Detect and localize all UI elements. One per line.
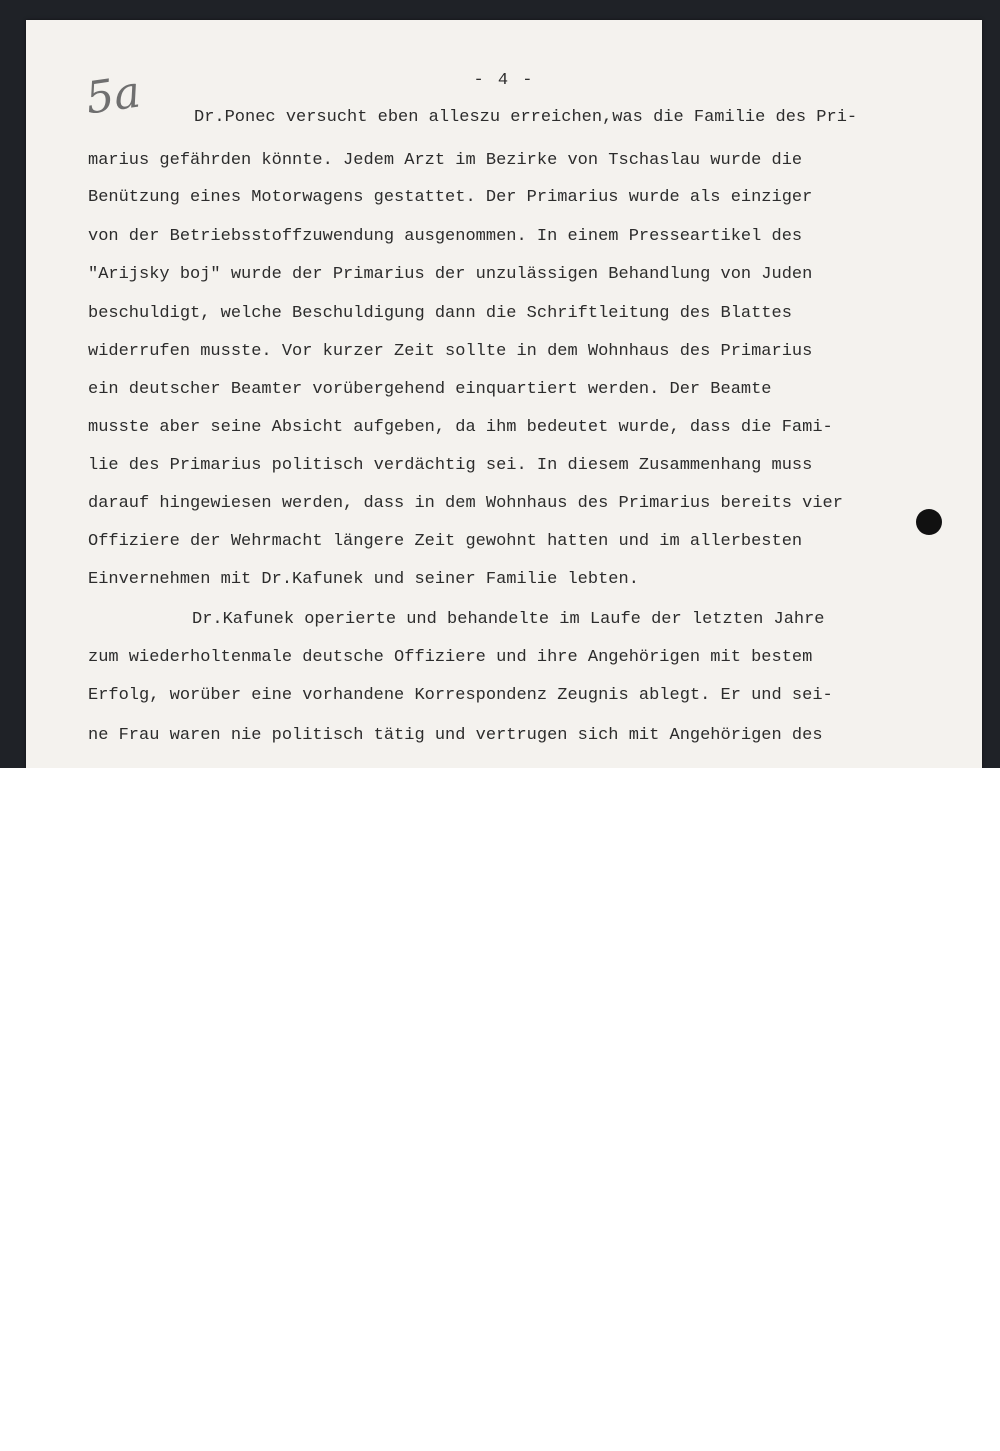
text-line: zum wiederholtenmale deutsche Offiziere und ihre Angehörigen mit bestem — [88, 648, 813, 667]
blank-area — [0, 768, 1000, 1451]
text-line: Benützung eines Motorwagens gestattet. Der Primarius wurde als einziger — [88, 188, 813, 207]
page-number: - 4 - — [473, 71, 535, 90]
text-line: widerrufen musste. Vor kurzer Zeit sollte in dem Wohnhaus des Primarius — [88, 342, 813, 361]
text-line: marius gefährden könnte. Jedem Arzt im Bezirke von Tschaslau wurde die — [88, 151, 803, 170]
text-line: "Arijsky boj" wurde der Primarius der unzulässigen Behandlung von Juden — [88, 265, 813, 284]
text-line: ne Frau waren nie politisch tätig und vertrugen sich mit Angehörigen des — [88, 726, 823, 745]
text-line: lie des Primarius politisch verdächtig sei. In diesem Zusammenhang muss — [88, 456, 813, 475]
text-line: beschuldigt, welche Beschuldigung dann die Schriftleitung des Blattes — [88, 304, 792, 323]
text-line: Dr.Ponec versucht eben alleszu erreichen,was die Familie des Pri- — [194, 108, 858, 127]
text-line: von der Betriebsstoffzuwendung ausgenommen. In einem Presseartikel des — [88, 227, 803, 246]
text-line: Erfolg, worüber eine vorhandene Korrespondenz Zeugnis ablegt. Er und sei- — [88, 686, 833, 705]
text-line: musste aber seine Absicht aufgeben, da ihm bedeutet wurde, dass die Fami- — [88, 418, 833, 437]
text-line: darauf hingewiesen werden, dass in dem Wohnhaus des Primarius bereits vier — [88, 494, 843, 513]
text-line: Einvernehmen mit Dr.Kafunek und seiner Familie lebten. — [88, 570, 639, 589]
text-line: Dr.Kafunek operierte und behandelte im Laufe der letzten Jahre — [192, 610, 825, 629]
text-line: ein deutscher Beamter vorübergehend einquartiert werden. Der Beamte — [88, 380, 772, 399]
handwritten-page-note: 5a — [82, 66, 144, 125]
text-line: Offiziere der Wehrmacht längere Zeit gewohnt hatten und im allerbesten — [88, 532, 803, 551]
punch-hole — [916, 509, 942, 535]
typewritten-page — [26, 20, 982, 768]
